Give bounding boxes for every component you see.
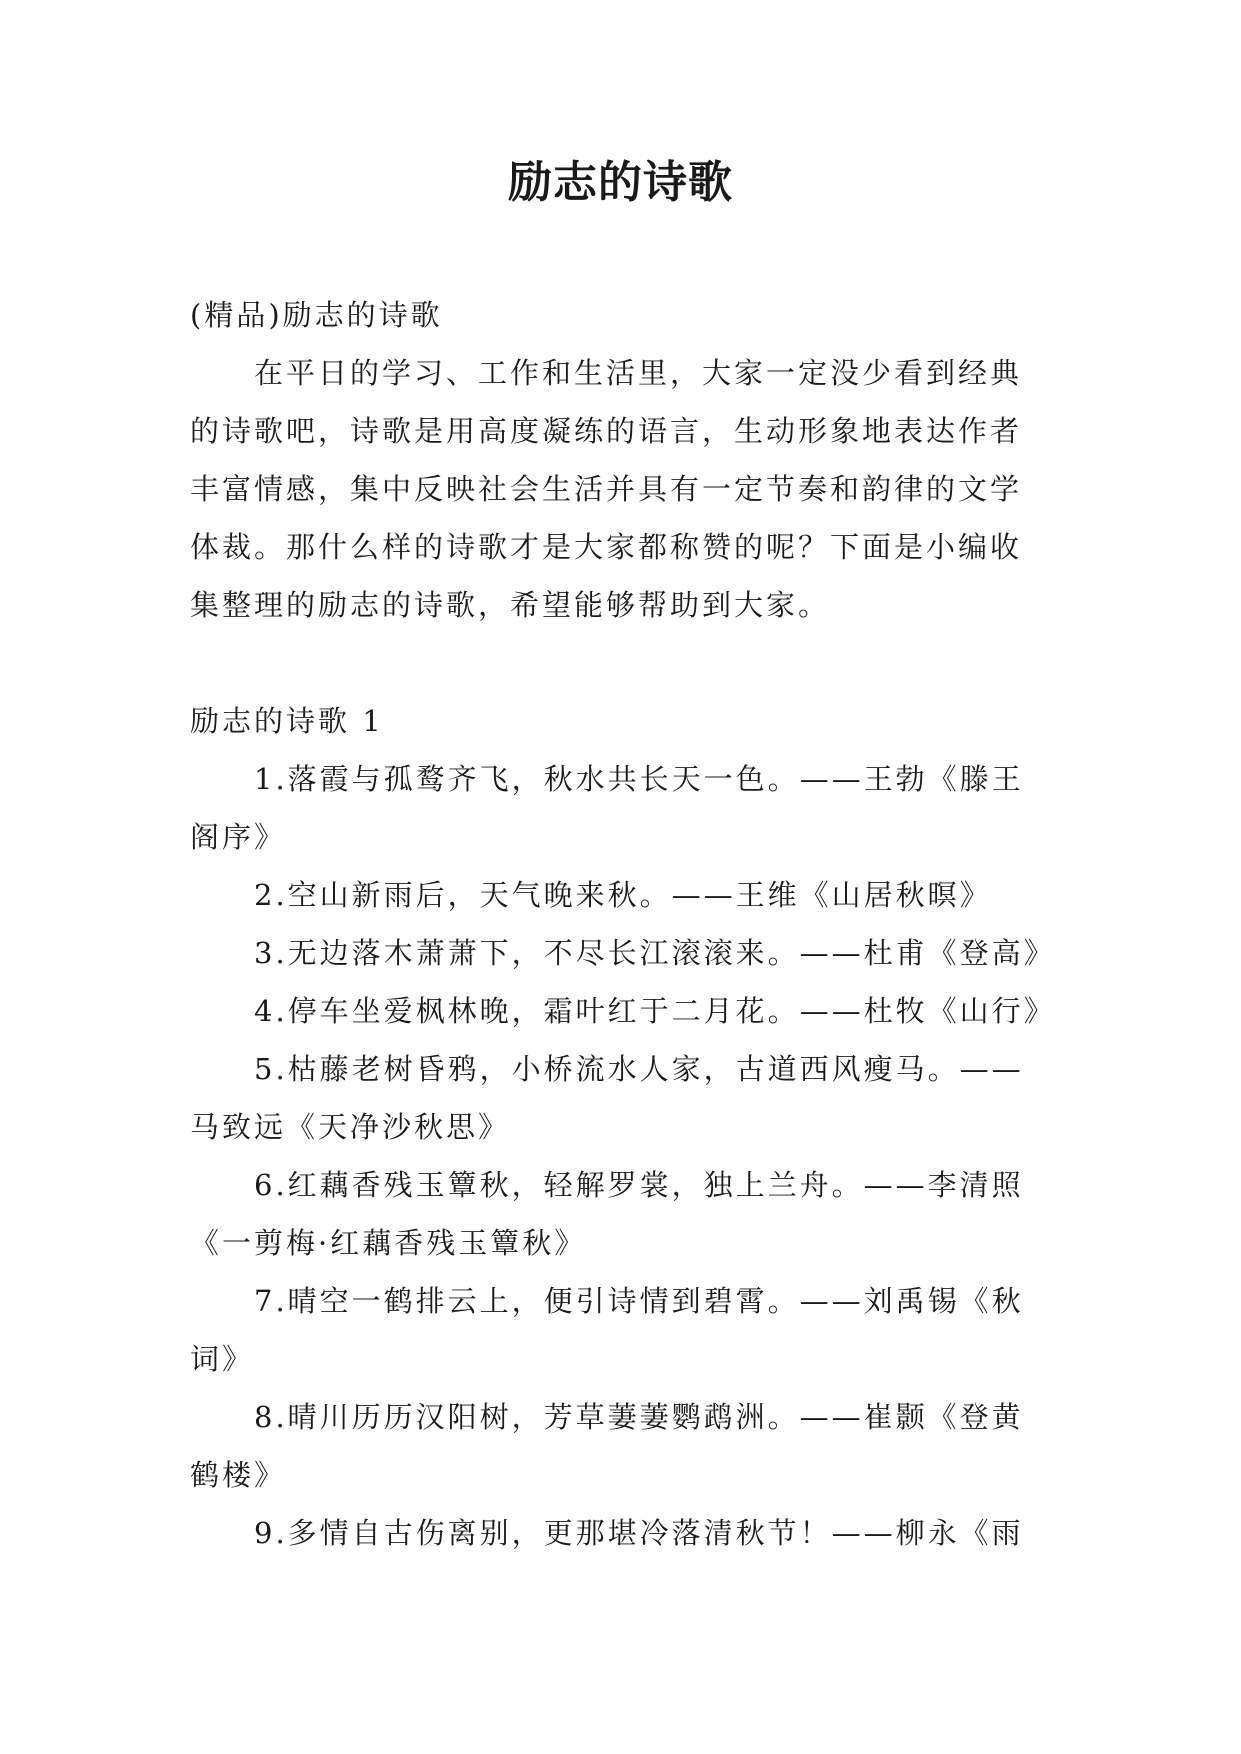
poem-line-7: 7.晴空一鹤排云上，便引诗情到碧霄。——刘禹锡《秋词》 bbox=[190, 1284, 1024, 1376]
subtitle: (精品)励志的诗歌 bbox=[190, 298, 443, 332]
poem-line-5: 5.枯藤老树昏鸦，小桥流水人家，古道西风瘦马。——马致远《天净沙秋思》 bbox=[190, 1052, 1024, 1144]
poem-line-4: 4.停车坐爱枫林晚，霜叶红于二月花。——杜牧《山行》 bbox=[254, 994, 1056, 1028]
poem-line-3: 3.无边落木萧萧下，不尽长江滚滚来。——杜甫《登高》 bbox=[254, 936, 1056, 970]
poem-line-6: 6.红藕香残玉簟秋，轻解罗裳，独上兰舟。——李清照《一剪梅·红藕香残玉簟秋》 bbox=[190, 1168, 1024, 1260]
section-heading: 励志的诗歌 1 bbox=[190, 704, 384, 738]
document-body bbox=[190, 286, 1056, 1562]
poem-line-8: 8.晴川历历汉阳树，芳草萋萋鹦鹉洲。——崔颢《登黄鹤楼》 bbox=[190, 1400, 1024, 1492]
poem-line-9: 9.多情自古伤离别，更那堪冷落清秋节！——柳永《雨 bbox=[254, 1516, 1024, 1550]
intro-paragraph: 在平日的学习、工作和生活里，大家一定没少看到经典的诗歌吧，诗歌是用高度凝练的语言，生动形象地表达作者丰富情感，集中反映社会生活并具有一定节奏和韵律的文学体裁。那什么样的诗歌才是大家都称赞的呢？下面是小编收集整理的励志的诗歌，希望能够帮助到大家。 bbox=[190, 356, 1023, 622]
page-title: 励志的诗歌 bbox=[508, 157, 733, 208]
poem-line-2: 2.空山新雨后，天气晚来秋。——王维《山居秋暝》 bbox=[254, 878, 992, 912]
paragraph-gap bbox=[190, 634, 1050, 692]
poem-line-1: 1.落霞与孤鹜齐飞，秋水共长天一色。——王勃《滕王阁序》 bbox=[190, 762, 1024, 854]
